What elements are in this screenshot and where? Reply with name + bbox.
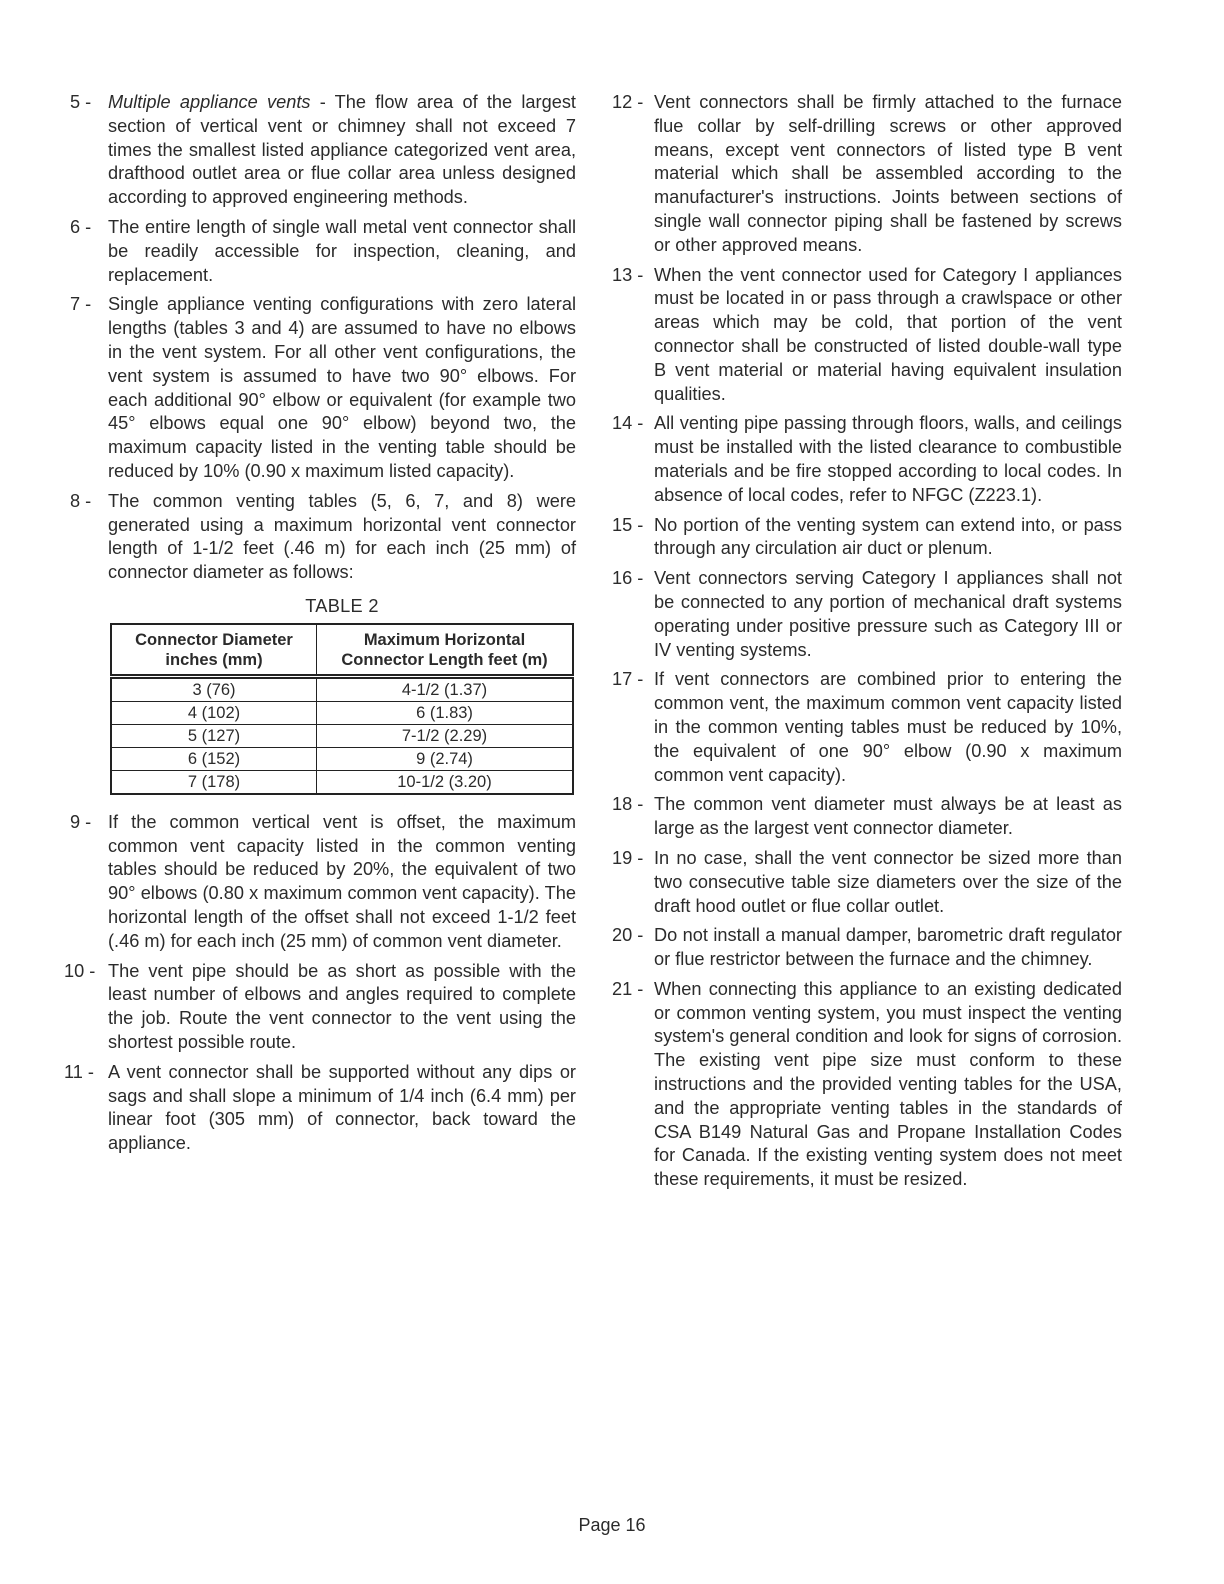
item-number: 11 - <box>64 1061 94 1082</box>
item-number: 10 - <box>64 960 96 981</box>
table-row <box>111 676 573 701</box>
item-number: 17 - <box>612 669 644 690</box>
item-text: In no case, shall the vent connector be sized more than two consecutive table size diameters over the size of the draft hood outlet or flue collar outlet. <box>654 847 1122 916</box>
table-row <box>111 701 573 724</box>
table-cell: 10-1/2 (3.20) <box>317 770 574 794</box>
item-number: 13 - <box>612 264 644 285</box>
table-cell: 3 (76) <box>111 676 317 701</box>
item-number: 18 - <box>612 794 644 815</box>
list-item-15 <box>612 514 1122 562</box>
table-row <box>111 747 573 770</box>
item-text: All venting pipe passing through floors, walls, and ceilings must be installed with the listed clearance to combustible materials and be fire stopped according to local codes. In absence of local codes, refer to NFGC (Z223.1). <box>654 413 1122 505</box>
item-text: The common vent diameter must always be at least as large as the largest vent connector diameter. <box>654 794 1122 839</box>
right-column <box>612 91 1122 1198</box>
item-number: 20 - <box>612 925 644 946</box>
item-number: 12 - <box>612 92 644 112</box>
item-text: When connecting this appliance to an existing dedicated or common venting system, you must inspect the venting system's general condition and look for signs of corrosion. The existing vent pipe size must conform to these instructions and the provided venting tables for the USA, and the appropriate venting tables in the standards of CSA B149 Natural Gas and Propane Installation Codes for Canada. If the existing venting system does not meet these requirements, it must be resized. <box>654 978 1122 1190</box>
column-header-diameter: Connector Diameter inches (mm) <box>111 624 317 677</box>
table-cell: 5 (127) <box>111 724 317 747</box>
item-text: When the vent connector used for Category I appliances must be located in or pass through a crawlspace or other areas which may be cold, that portion of the vent connector shall be constructed of listed double-wall type B vent material or material having equivalent insulation qualities. <box>654 264 1122 404</box>
item-text: The entire length of single wall metal vent connector shall be readily accessible for inspection, cleaning, and replacement. <box>108 216 576 285</box>
item-text: Vent connectors shall be firmly attached to the furnace flue collar by self-drilling screws or other approved means, except vent connectors of listed type B vent material which shall be assembled according to the manufacturer's instructions. Joints between sections of single wall connector piping shall be fastened by screws or other approved means. <box>654 92 1122 255</box>
item-text: If the common vertical vent is offset, the maximum common vent capacity listed in the common venting tables should be reduced by 20%, the equivalent of two 90° elbows (0.80 x maximum common vent capacity). The horizontal length of the offset shall not exceed 1-1/2 feet (.46 m) for each inch (25 mm) of common vent diameter. <box>108 811 576 951</box>
table-title: TABLE 2 <box>305 595 379 616</box>
item-text: Do not install a manual damper, barometric draft regulator or flue restrictor between the furnace and the chimney. <box>654 925 1122 970</box>
item-lead-italic: Multiple appliance vents <box>108 92 311 112</box>
list-item-11 <box>64 1061 576 1156</box>
table-cell: 9 (2.74) <box>317 747 574 770</box>
list-item-19 <box>612 847 1122 918</box>
table-header-row <box>111 624 573 677</box>
table-cell: 7 (178) <box>111 770 317 794</box>
item-text: The common venting tables (5, 6, 7, and 8) were generated using a maximum horizontal vent connector length of 1-1/2 feet (.46 m) for each inch (25 mm) of connector diameter as follows: <box>108 490 576 583</box>
connector-length-table <box>110 623 574 795</box>
item-text: A vent connector shall be supported without any dips or sags and shall slope a minimum of 1/4 inch (6.4 mm) per linear foot (305 mm) of connector, back toward the appliance. <box>108 1061 576 1154</box>
list-item-8 <box>70 490 576 585</box>
item-text: The vent pipe should be as short as possible with the least number of elbows and angles required to complete the job. Route the vent connector to the vent using the shortest possible route. <box>108 960 576 1052</box>
list-item-7 <box>70 293 576 483</box>
item-text: - The flow area of the largest section of vertical vent or chimney shall not exceed 7 times the smallest listed appliance categorized vent area, drafthood outlet area or flue collar area unless designed according to approved engineering methods. <box>108 92 576 208</box>
item-number: 19 - <box>612 847 644 868</box>
item-number: 9 - <box>70 811 92 832</box>
table-cell: 4-1/2 (1.37) <box>317 676 574 701</box>
table-cell: 6 (1.83) <box>317 701 574 724</box>
list-item-13 <box>612 264 1122 407</box>
list-item-9 <box>70 811 576 954</box>
item-text: Single appliance venting configurations with zero lateral lengths (tables 3 and 4) are assumed to have no elbows in the vent system. For all other vent configurations, the vent system is assumed to have two 90° elbows. For each additional 90° elbow or equivalent (for example two 45° elbows equal one 90° elbow) beyond two, the maximum capacity listed in the venting table should be reduced by 10% (0.90 x maximum listed capacity). <box>108 294 576 481</box>
list-item-16 <box>612 567 1122 662</box>
list-item-17 <box>612 668 1122 787</box>
table-cell: 4 (102) <box>111 701 317 724</box>
table-row <box>111 770 573 794</box>
list-item-18 <box>612 793 1122 841</box>
item-number: 14 - <box>612 413 644 434</box>
list-item-20 <box>612 924 1122 972</box>
item-text: If vent connectors are combined prior to entering the common vent, the maximum common vent capacity listed in the common venting tables must be reduced by 10%, the equivalent of one 90° elbow (0.90 x maximum common vent capacity). <box>654 669 1122 785</box>
list-item-5 <box>70 91 576 210</box>
item-text: Vent connectors serving Category I appliances shall not be connected to any portion of mechanical draft systems operating under positive pressure such as Category III or IV venting systems. <box>654 568 1122 660</box>
list-item-12 <box>612 91 1122 258</box>
item-number: 15 - <box>612 514 644 535</box>
item-number: 21 - <box>612 978 644 999</box>
page-number: Page 16 <box>578 1515 646 1535</box>
left-column <box>64 91 576 1162</box>
table-cell: 6 (152) <box>111 747 317 770</box>
list-item-21 <box>612 978 1122 1192</box>
item-number: 6 - <box>70 216 92 237</box>
list-item-14 <box>612 412 1122 507</box>
item-number: 8 - <box>70 490 92 511</box>
column-header-length: Maximum Horizontal Connector Length feet (m) <box>317 624 574 677</box>
table-cell: 7-1/2 (2.29) <box>317 724 574 747</box>
list-item-10 <box>64 960 576 1055</box>
item-number: 16 - <box>612 568 644 589</box>
item-number: 5 - <box>70 92 92 112</box>
table-row <box>111 724 573 747</box>
item-number: 7 - <box>70 294 92 315</box>
list-item-6 <box>70 216 576 287</box>
item-text: No portion of the venting system can extend into, or pass through any circulation air duct or plenum. <box>654 514 1122 559</box>
